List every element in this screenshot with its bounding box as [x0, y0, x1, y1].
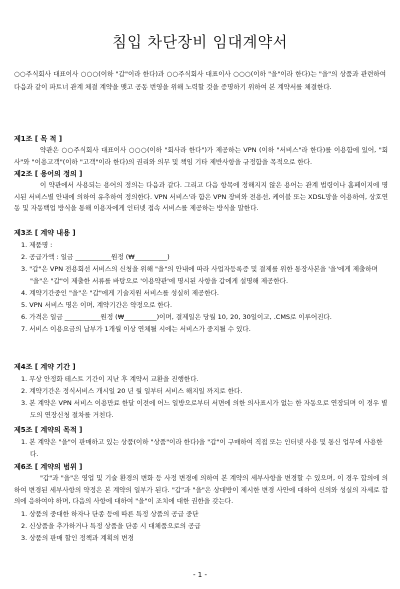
page-number: - 1 - — [193, 571, 207, 579]
article-list — [14, 239, 388, 335]
list-item: 6. 가격은 일금 ___________원정 (₩__________)이며, 결제일은 당월 10, 20, 30일이고, .CMS로 이루어진다. — [21, 313, 332, 321]
article-list — [14, 373, 388, 421]
article-1 — [14, 133, 388, 168]
list-item: 1. 무상 안정화 테스트 기간이 지난 후 계약서 교환을 진행한다. — [21, 375, 199, 383]
article-heading: 제4조 [ 계약 기간 ] — [14, 363, 76, 371]
list-item: 3. "갑"은 VPN 전용회선 서비스의 신청을 위해 "을"의 안내에 따라 사업자등록증 및 결제를 위한 통장사본을 '을'에게 제출하며 "을"은 "갑"이 제출한 서류를 바탕으로 '이용약관'에 명시된 사항을 갑에게 설명해 제공한다. — [21, 265, 378, 285]
article-heading: 제5조 [ 계약의 목적 ] — [14, 426, 83, 434]
article-paragraph: 약관은 ○○주식회사 대표이사 ○○○(이하 "회사라 한다")가 제공하는 VPN (이하 "서비스"라 한다)를 이용함에 있어, "회사"와 "이용고객"(이하 "고객"이라 한다)의 권리와 의무 및 책임 기타 제반사항을 규정함을 목적으로 한다. — [14, 146, 388, 166]
article-heading: 제6조 [ 계약의 범위 ] — [14, 463, 83, 471]
list-item: 1. 상품의 중대한 하자나 단종 등에 따른 특정 상품의 공급 중단 — [21, 509, 199, 518]
article-paragraph: "갑"과 "을"은 영업 및 기술 환경의 변화 등 사정 변경에 의하여 본 계약의 세부사항을 변경할 수 있으며, 이 경우 합의에 의하여 변경된 세부사항의 약정은 본 계약의 일부가 된다. "갑"과 "을"은 상대방이 제시한 변경 사안에 대하여 신의와 성실의 자세로 합의에 응하여야 하며, 다음의 사항에 대하여 "을"이 조치에 대한 권한을 갖는다. — [14, 474, 388, 505]
article-list — [14, 436, 388, 460]
list-item: 2. 계약기간은 정식서비스 개시일 20 년 월 일부터 서비스 해지일 까지로 한다. — [21, 387, 243, 395]
article-list — [14, 508, 388, 544]
list-item: 2. 신상품을 추가하거나 특정 상품을 단종 시 대체품으로의 공급 — [21, 521, 201, 530]
list-item: 1. 본 계약은 "을"이 판매하고 있는 상품(이하 "상품"이라 한다)을 "갑"이 구매하여 직접 또는 인터넷 사용 및 통신 업무에 사용한다. — [21, 438, 383, 458]
intro-paragraph: ○○주식회사 대표이사 ○○○(이하 "갑"이라 한다)과 ○○주식회사 대표이사 ○○○(이하 "을"이라 한다)는 "을"의 상품과 관련하여 다음과 같이 파트너 관계 체결 계약을 맺고 공동 번영을 위해 노력할 것을 증명하기 위하여 본 계약서를 체결한다. — [14, 70, 386, 91]
article-paragraph: 이 약관에서 사용되는 용어의 정의는 다음과 같다. 그리고 다음 항목에 정해지지 않은 용어는 관계 법령이나 홈페이지에 명시된 서비스별 안내에 의하여 유추하여 정의한다. VPN 서비스'라 함은 VPN 장비와 전용선, 케이블 또는 XDSL망을 이용하여, 상호연동 및 자동백업 방식을 통해 이용자에게 인터넷 접속 서비스를 제공하는 방식을 말한다. — [14, 181, 388, 212]
article-4 — [14, 361, 388, 421]
article-heading: 제1조 [ 목 적 ] — [14, 135, 63, 143]
list-item: 1. 제품명 : — [21, 241, 53, 249]
list-item: 2. 공급가액 : 일금 ___________원정 (₩__________) — [21, 253, 170, 261]
document-title: 침입 차단장비 임대계약서 — [112, 33, 288, 51]
list-item: 4. 계약기간중인 "을"은 "갑"에게 기술지원 서비스를 성실히 제공한다. — [21, 289, 219, 297]
list-item: 3. 본 계약은 VPN 서비스 이용만료 한달 이전에 어느 일방으로부터 서면에 의한 의사표시가 없는 한 자동으로 연장되며 이 경우 별도의 연장신청 절차를 거친다. — [21, 399, 388, 419]
article-2 — [14, 168, 388, 215]
article-heading: 제2조 [ 용어의 정의 ] — [14, 170, 83, 178]
article-5 — [14, 424, 388, 460]
list-item: 5. VPN 서비스 명은 이며, 계약기간은 약정으로 한다. — [21, 301, 173, 309]
article-heading: 제3조 [ 계약 내용 ] — [14, 229, 76, 237]
article-6 — [14, 461, 388, 544]
list-item: 3. 상품의 판매 할인 정책과 계획의 변경 — [21, 533, 134, 542]
article-3 — [14, 227, 388, 335]
list-item: 7. 서비스 이용요금의 납부가 1개월 이상 연체될 시에는 서비스가 중지될 수 있다. — [21, 325, 251, 333]
